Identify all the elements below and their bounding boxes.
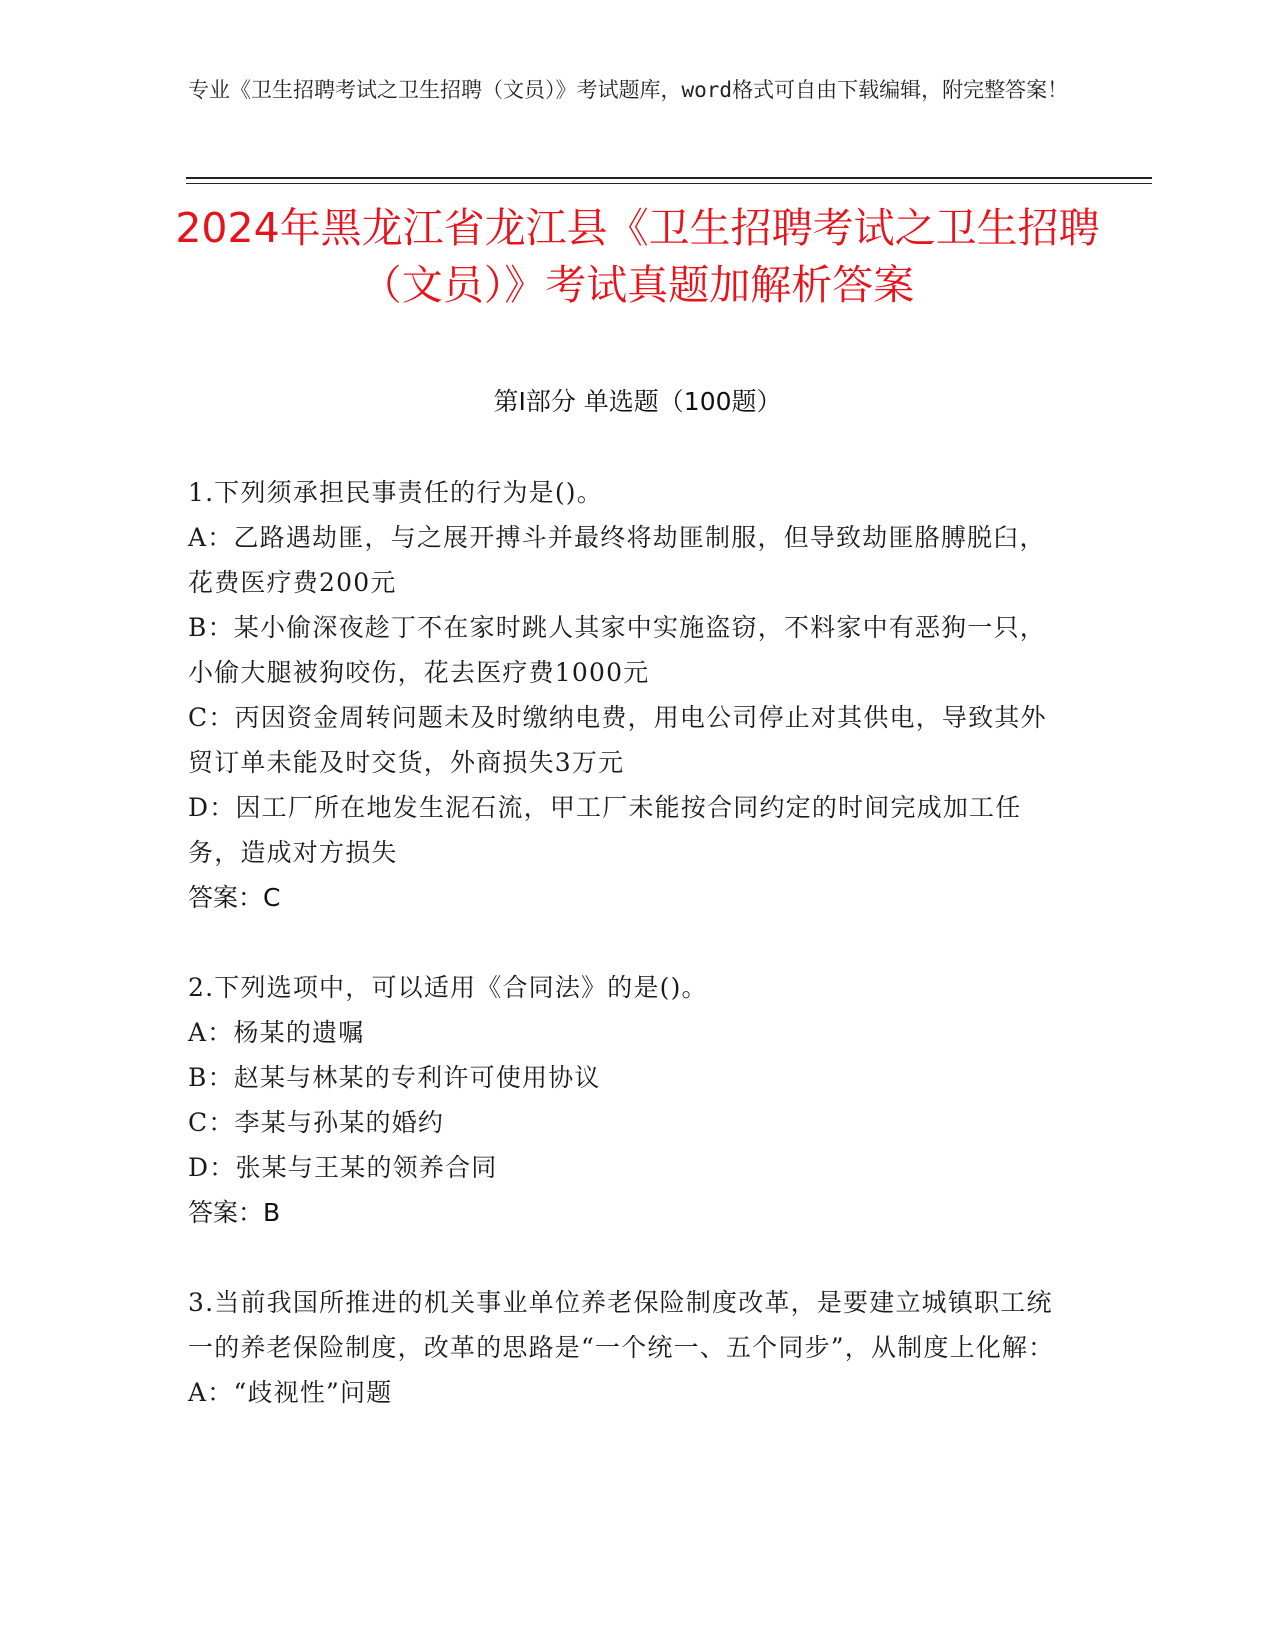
answer-line: 答案：C [188, 883, 281, 912]
header-divider-thick [186, 177, 1152, 179]
option-a: A：“歧视性”问题 [188, 1378, 393, 1407]
option-c: C：李某与孙某的婚约 [188, 1108, 445, 1137]
option-d: D：张某与王某的领养合同 [188, 1153, 498, 1182]
question-stem: 3.当前我国所推进的机关事业单位养老保险制度改革，是要建立城镇职工统一的养老保险制度，改革的思路是“一个统一、五个同步”，从制度上化解： [188, 1288, 1055, 1362]
question-list [188, 470, 1068, 1459]
section-title: 第Ⅰ部分 单选题（100题） [493, 387, 782, 416]
question-2 [188, 965, 1068, 1236]
question-stem: 1.下列须承担民事责任的行为是()。 [188, 478, 603, 507]
option-b: B：赵某与林某的专利许可使用协议 [188, 1063, 601, 1092]
question-3 [188, 1280, 1068, 1415]
option-a: A：杨某的遗嘱 [188, 1018, 365, 1047]
option-d: D：因工厂所在地发生泥石流，甲工厂未能按合同约定的时间完成加工任务，造成对方损失 [188, 793, 1022, 867]
document-title: 2024年黑龙江省龙江县《卫生招聘考试之卫生招聘（文员）》考试真题加解析答案 [175, 204, 1100, 309]
option-a: A：乙路遇劫匪，与之展开搏斗并最终将劫匪制服，但导致劫匪胳膊脱臼，花费医疗费200元 [188, 523, 1046, 597]
answer-line: 答案：B [188, 1198, 281, 1227]
header-divider-thin [186, 183, 1152, 184]
question-1 [188, 470, 1068, 921]
header-note: 专业《卫生招聘考试之卫生招聘（文员）》考试题库，word格式可自由下载编辑，附完整答案！ [188, 78, 1069, 102]
option-b: B：某小偷深夜趁丁不在家时跳人其家中实施盗窃，不料家中有恶狗一只，小偷大腿被狗咬伤，花去医疗费1000元 [188, 613, 1046, 687]
option-c: C：丙因资金周转问题未及时缴纳电费，用电公司停止对其供电，导致其外贸订单未能及时交货，外商损失3万元 [188, 703, 1047, 777]
question-stem: 2.下列选项中，可以适用《合同法》的是()。 [188, 973, 708, 1002]
